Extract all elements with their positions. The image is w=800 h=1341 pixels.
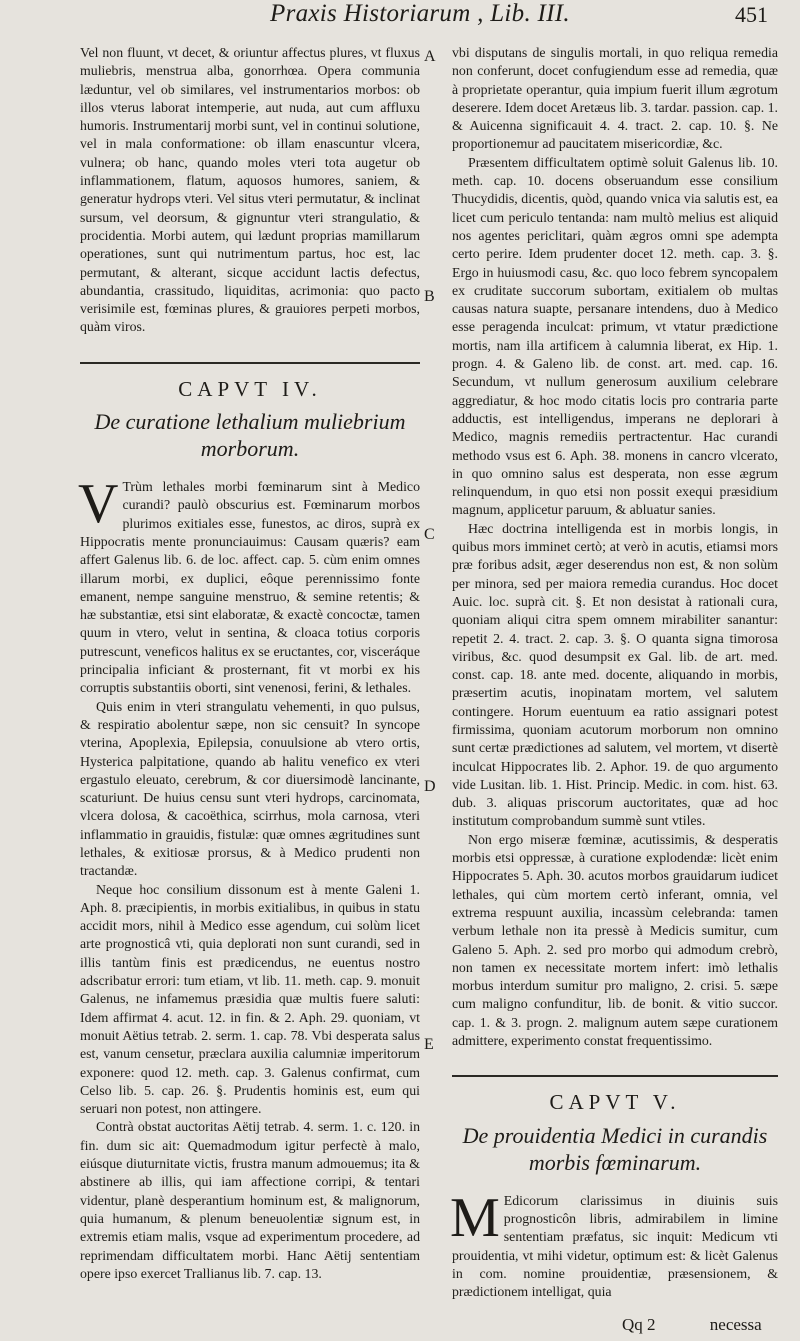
paragraph: Vel non fluunt, vt decet, & oriuntur affectus plures, vt fluxus muliebris, menstrua alba, gonorrhœa. Opera communia læduntur, vel ob similares, vel instrumentarios morbos: ob illos vterus laborat intemperie, aut nuda, aut cum affluxu humoris. Instrumentarij morbi sunt, vel in continui solutione, vel in mala conformatione: ob illam enascuntur vlcera, vulnera; ob hanc, quando moles vteri tota augetur ob inflammationem, flatum, aquosos humores, saniem, & generatur hydrops vteri. Vel situs vteri permutatur, & inclinat sursum, vel deorsum, & gignuntur vteri strangulatio, & procidentia. Morbi autem, qui lædunt proprias mamillarum operationes, sunt qui nutrimentum partus, hoc est, lac permutant, & alterant, sicque accidunt lactis defectus, abundantia, crassitudo, liquiditas, acrimonia: quo pacto verisimile est, fœminas plures, & grauiores perpeti morbos, quàm viros. bbox=[80, 45, 420, 335]
chapter-5-title: CAPVT V. bbox=[549, 1090, 681, 1115]
paragraph: Quis enim in vteri strangulatu vehementi, in quo pulsus, & respiratio abolentur sæpe, non sic censuit? In syncope vterina, Apoplexia, Epilepsia, conuulsione ab vtero ortis, Hysterica palpitatione, quando ab halitu venefico ex vteri ergastulo eleuato, cerebrum, & cor diuersimodè lancinante, scaturiunt. De huius censu sunt vteri hydrops, carcinomata, vlcera dolosa, & cacoëthica, scirrhus, mola carnosa, vteri inflammatio in grauidis, fistulæ: quæ omnes ægritudines sunt lethales, & exitiosæ prorsus, & à Medico prudenti non tractandæ. bbox=[80, 698, 420, 879]
paragraph: vbi disputans de singulis mortali, in quo reliqua remedia non conferunt, docet confugiendum esse ad remedia, quæ à proprietate operantur, quia impium fuerit illum ægrotum deserere. Idem docet Aretæus lib. 3. tardar. passion. cap. 1. & Auicenna significauit 4. 4. tract. 2. cap. 10. §. Ne proportionemur ad paucitatem misericordiæ, &c. bbox=[452, 45, 778, 152]
margin-letter-d: D bbox=[424, 778, 436, 795]
drop-cap: M bbox=[450, 1186, 500, 1249]
margin-letter-e: E bbox=[424, 1036, 434, 1053]
section-rule bbox=[452, 1075, 778, 1077]
right-column bbox=[452, 44, 778, 1301]
margin-letter-a: A bbox=[424, 48, 436, 65]
paragraph-text: Trùm lethales morbi fœminarum sint à Medico curandi? paulò obscurius est. Fœminarum morbos plurimos exitiales esse, funestos, ac diros, suprà ex Hippocratis mente pronunciauimus: Causam quæris? eam affert Galenus lib. 6. de loc. affect. cap. 5. cùm enim omnes illarum morbi, ex duplici, eôque perennissimo fonte emanent, nempe sanguine menstruo, & semine retentis; & hæ substantiæ, etsi sint elaboratæ, & exactè concoctæ, tamen quum in vtero, velut in sentina, & cloaca totius corporis putrescunt, veneficos halitus ex se eructantes, cor, visceráque principalia inficiant & prosternant, fit vt morbi ex his corruptis substantiis oborti, sint venenosi, ferini, & lethales. bbox=[80, 479, 420, 696]
section-rule bbox=[80, 362, 420, 364]
paragraph: Non ergo miseræ fœminæ, acutissimis, & desperatis morbis etsi oppressæ, à curatione explodendæ: licèt enim Hippocrates 5. Aph. 30. acutos morbos grauidarum iudicet lethales, qui cùm mortem certò inferant, omnia, vel extrema respuunt auxilia, incassùm celebranda: tamen verbum lethale non ita pressè à Medicis sumitur, cum Galeno 5. Aph. 2. sed pro morbo qui admodum crebrò, non tamen ex necessitate mortem infert: imò lethalis morbus interdum sumitur pro maligno, 2. crisi. 5. sæpe cum maligno confunditur, lib. de bonit. & vitio succor. cap. 1. & 3. progn. 2. malignum autem sæpe curationem admittere, experimento constat frequentissimo. bbox=[452, 831, 778, 1049]
margin-letter-b: B bbox=[424, 288, 435, 305]
left-column bbox=[80, 44, 420, 1283]
paragraph: Hæc doctrina intelligenda est in morbis longis, in quibus mors imminet certò; at verò in acutis, etiamsi mors præ foribus adsit, æger deserendus non est, & non solùm per minora, sed per maiora remedia curandus. Hoc docet Auic. loc. suprà cit. §. Et non desistat à rationali cura, quoniam aliqui citra spem omnem mirabiliter sanantur: repetit 2. 4. tract. 2. cap. 3. §. O quanta signa timorosa viribus, &c. quod desumpsit ex Gal. lib. de art. med. const. cap. 18. ante med. docente, aliquando in morbis, præsertim acutis, inopinatam mortem, vel salutem contingere. Horum euentuum ea ratio assignari potest firmissima, quoniam acutorum morborum non omnino sunt certæ prædictiones ad salutem, vel mortem, vt disertè inculcat Hippocrates lib. 2. Aphor. 19. de quo argumento vide Lusitan. lib. 1. Hist. Princip. Medic. in com. hist. 63. dub. 3. aliquas priscorum auctoritates, quæ ad hoc institutum comprobandum summè sunt vtiles. bbox=[452, 520, 778, 829]
chapter-4-subtitle: De curatione lethalium muliebrium morborum. bbox=[94, 409, 406, 462]
chapter-5-subtitle: De prouidentia Medici in curandis morbis fœminarum. bbox=[462, 1122, 768, 1175]
page-number: 451 bbox=[735, 2, 768, 27]
drop-cap: V bbox=[78, 473, 119, 536]
signature-mark: Qq 2 bbox=[622, 1315, 656, 1334]
paragraph: Contrà obstat auctoritas Aëtij tetrab. 4. serm. 1. c. 120. in fin. dum sic ait: Quemadmodum igitur perfectè à malo, eiúsque diuturnitate victis, frustra manum admouemus; ita & abstinere ab illis, qui iam affectione corripi, & tentari videntur, planè desperantium hominum est, & malignorum, quia humanum, & plenum beneuolentiæ signum est, in extremis etiam malis, vsque ad experimentum procedere, ad reprimendam difficultatem morbi. Hanc Aëtij sententiam opere ipso exercet Trallianus lib. 7. cap. 13. bbox=[80, 1119, 420, 1281]
page-footer bbox=[622, 1315, 762, 1335]
paragraph: Neque hoc consilium dissonum est à mente Galeni 1. Aph. 8. præcipientis, in morbis exitialibus, in quibus in statu accidit mors, nihil à Medico esse agendum, cui solùm licet arte prognosticâ vti, quia deplorati non sunt curandi, sed in illis tantùm finis est prædicendus, ne euentus nostro adscribatur errori: tum etiam, vt lib. 11. meth. cap. 9. monuit Galenus, ne infamemus præsidia quæ multis fuere saluti: Idem affirmat 4. acut. 12. in fin. & 2. Aph. 29. quoniam, vt monuit Aëtius tetrab. 2. serm. 1. cap. 78. Vbi desperata salus est, vanum censetur, præclara auxilia calumniæ imperitorum exponere: quod 12. meth. cap. 3. Galenus confirmat, cum Celso lib. 5. cap. 26. §. Prudentis hominis est, eum qui seruari non potest, non attingere. bbox=[80, 881, 420, 1117]
margin-letter-c: C bbox=[424, 526, 435, 543]
paragraph bbox=[450, 1186, 778, 1302]
chapter-4-title: CAPVT IV. bbox=[178, 376, 322, 401]
paragraph-text: Edicorum clarissimus in diuinis suis prognosticôn libris, admirabilem in limine sententiam præfatus, sic inquit: Medicum vti prouidentia, vt mihi videtur, optimum est: & licèt Galenus in com. nomine prouidentiæ, præsensionem, & prædictionem intelligat, quia bbox=[452, 1192, 778, 1300]
paragraph bbox=[78, 473, 420, 698]
running-header-title: Praxis Historiarum , Lib. III. bbox=[270, 0, 570, 27]
catchword: necessa bbox=[709, 1315, 762, 1334]
paragraph: Præsentem difficultatem optimè soluit Galenus lib. 10. meth. cap. 10. docens obseruandum esse consilium Thucydidis, dicentis, quòd, quando vnica via salutis est, ea licet cum periculo tentanda: nam multò melius est aliquid nos agentes periclitari, quàm ægros omni spe adempta certo perire. Idem prudenter docet 12. meth. cap. 3. §. Ergo in huiusmodi casu, &c. quo loco febrem syncopalem ex cruditate succorum subortam, exitialem ob multas causas natura suapte, persanare intendens, duo à Medico esse peragenda inculcat: primum, vt vtatur prædictione mortis, nam illa artificem à calumnia liberat, ex Hip. 1. progn. 4. & Galeno lib. de const. art. med. cap. 16. Secundum, vt nullum generosum auxilium celebrare aggrediatur, & hoc modo citatis locis pro contraria parte adductis, est intelligendus, imperans ne deplorari à Medico, magnis remediis pertractentur. Hac curandi methodo vsus est 6. Aph. 38. monens in cancro vlcerato, in quo omnino salus est desperata, non esse ægrum relinquendum, in quo etsi non possit exequi præsidium magnum, applicetur paruum, & abluatur sanies. bbox=[452, 154, 778, 518]
